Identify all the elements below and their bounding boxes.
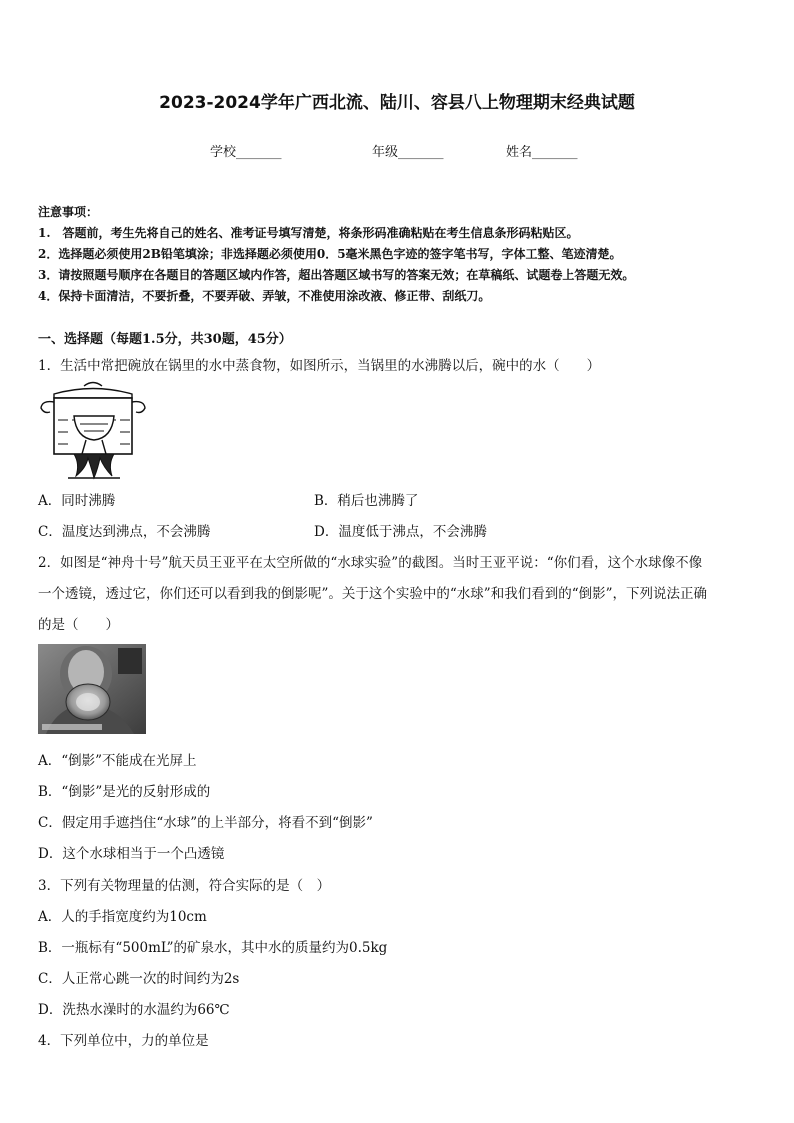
question-1-stem: 1．生活中常把碗放在锅里的水中蒸食物，如图所示，当锅里的水沸腾以后，碗中的水（ ）: [38, 358, 601, 374]
question-2-option-a: A．“倒影”不能成在光屏上: [38, 753, 197, 769]
question-1-option-b: B．稍后也沸腾了: [314, 493, 419, 509]
question-2-option-d: D．这个水球相当于一个凸透镜: [38, 846, 225, 862]
question-2-option-c: C．假定用手遮挡住“水球”的上半部分，将看不到“倒影”: [38, 815, 373, 831]
note-item: 1. 答题前，考生先将自己的姓名、准考证号填写清楚，将条形码准确粘贴在考生信息条形码粘贴区。: [38, 226, 579, 240]
note-item: 4．保持卡面清洁，不要折叠，不要弄破、弄皱，不准使用涂改液、修正带、刮纸刀。: [38, 289, 491, 303]
notes-heading: 注意事项：: [38, 205, 99, 219]
note-item: 2．选择题必须使用2B铅笔填涂；非选择题必须使用0．5毫米黑色字迹的签字笔书写，字体工整、笔迹清楚。: [38, 247, 622, 261]
question-2-option-b: B．“倒影”是光的反射形成的: [38, 784, 211, 800]
pot-bowl-figure: [38, 380, 148, 480]
school-field: 学校_______: [210, 145, 282, 160]
water-ball-photo: [38, 644, 146, 734]
question-1-option-c: C．温度达到沸点，不会沸腾: [38, 524, 211, 540]
grade-field: 年级_______: [372, 145, 444, 160]
exam-title: 2023-2024学年广西北流、陆川、容县八上物理期末经典试题: [159, 93, 635, 113]
question-3-option-a: A．人的手指宽度约为10cm: [38, 909, 207, 925]
question-2-stem-line: 2．如图是“神舟十号”航天员王亚平在太空所做的“水球实验”的截图。当时王亚平说：“你们看，这个水球像不像: [38, 555, 703, 571]
question-4-stem: 4．下列单位中，力的单位是: [38, 1033, 209, 1049]
question-3-option-d: D．洗热水澡时的水温约为66℃: [38, 1002, 230, 1018]
question-1-option-a: A．同时沸腾: [38, 493, 116, 509]
note-item: 3．请按照题号顺序在各题目的答题区域内作答，超出答题区域书写的答案无效；在草稿纸、试题卷上答题无效。: [38, 268, 635, 282]
question-3-stem: 3．下列有关物理量的估测，符合实际的是（ ）: [38, 878, 331, 894]
question-1-option-d: D．温度低于沸点，不会沸腾: [314, 524, 487, 540]
question-3-option-c: C．人正常心跳一次的时间约为2s: [38, 971, 240, 987]
question-2-stem-line: 一个透镜，透过它，你们还可以看到我的倒影呢”。关于这个实验中的“水球”和我们看到的“倒影”，下列说法正确: [38, 586, 708, 602]
question-2-stem-line: 的是（ ）: [38, 617, 119, 633]
question-3-option-b: B．一瓶标有“500mL”的矿泉水，其中水的质量约为0.5kg: [38, 940, 388, 956]
name-field: 姓名_______: [506, 145, 578, 160]
section-heading: 一、选择题（每题1.5分，共30题，45分）: [38, 332, 292, 347]
